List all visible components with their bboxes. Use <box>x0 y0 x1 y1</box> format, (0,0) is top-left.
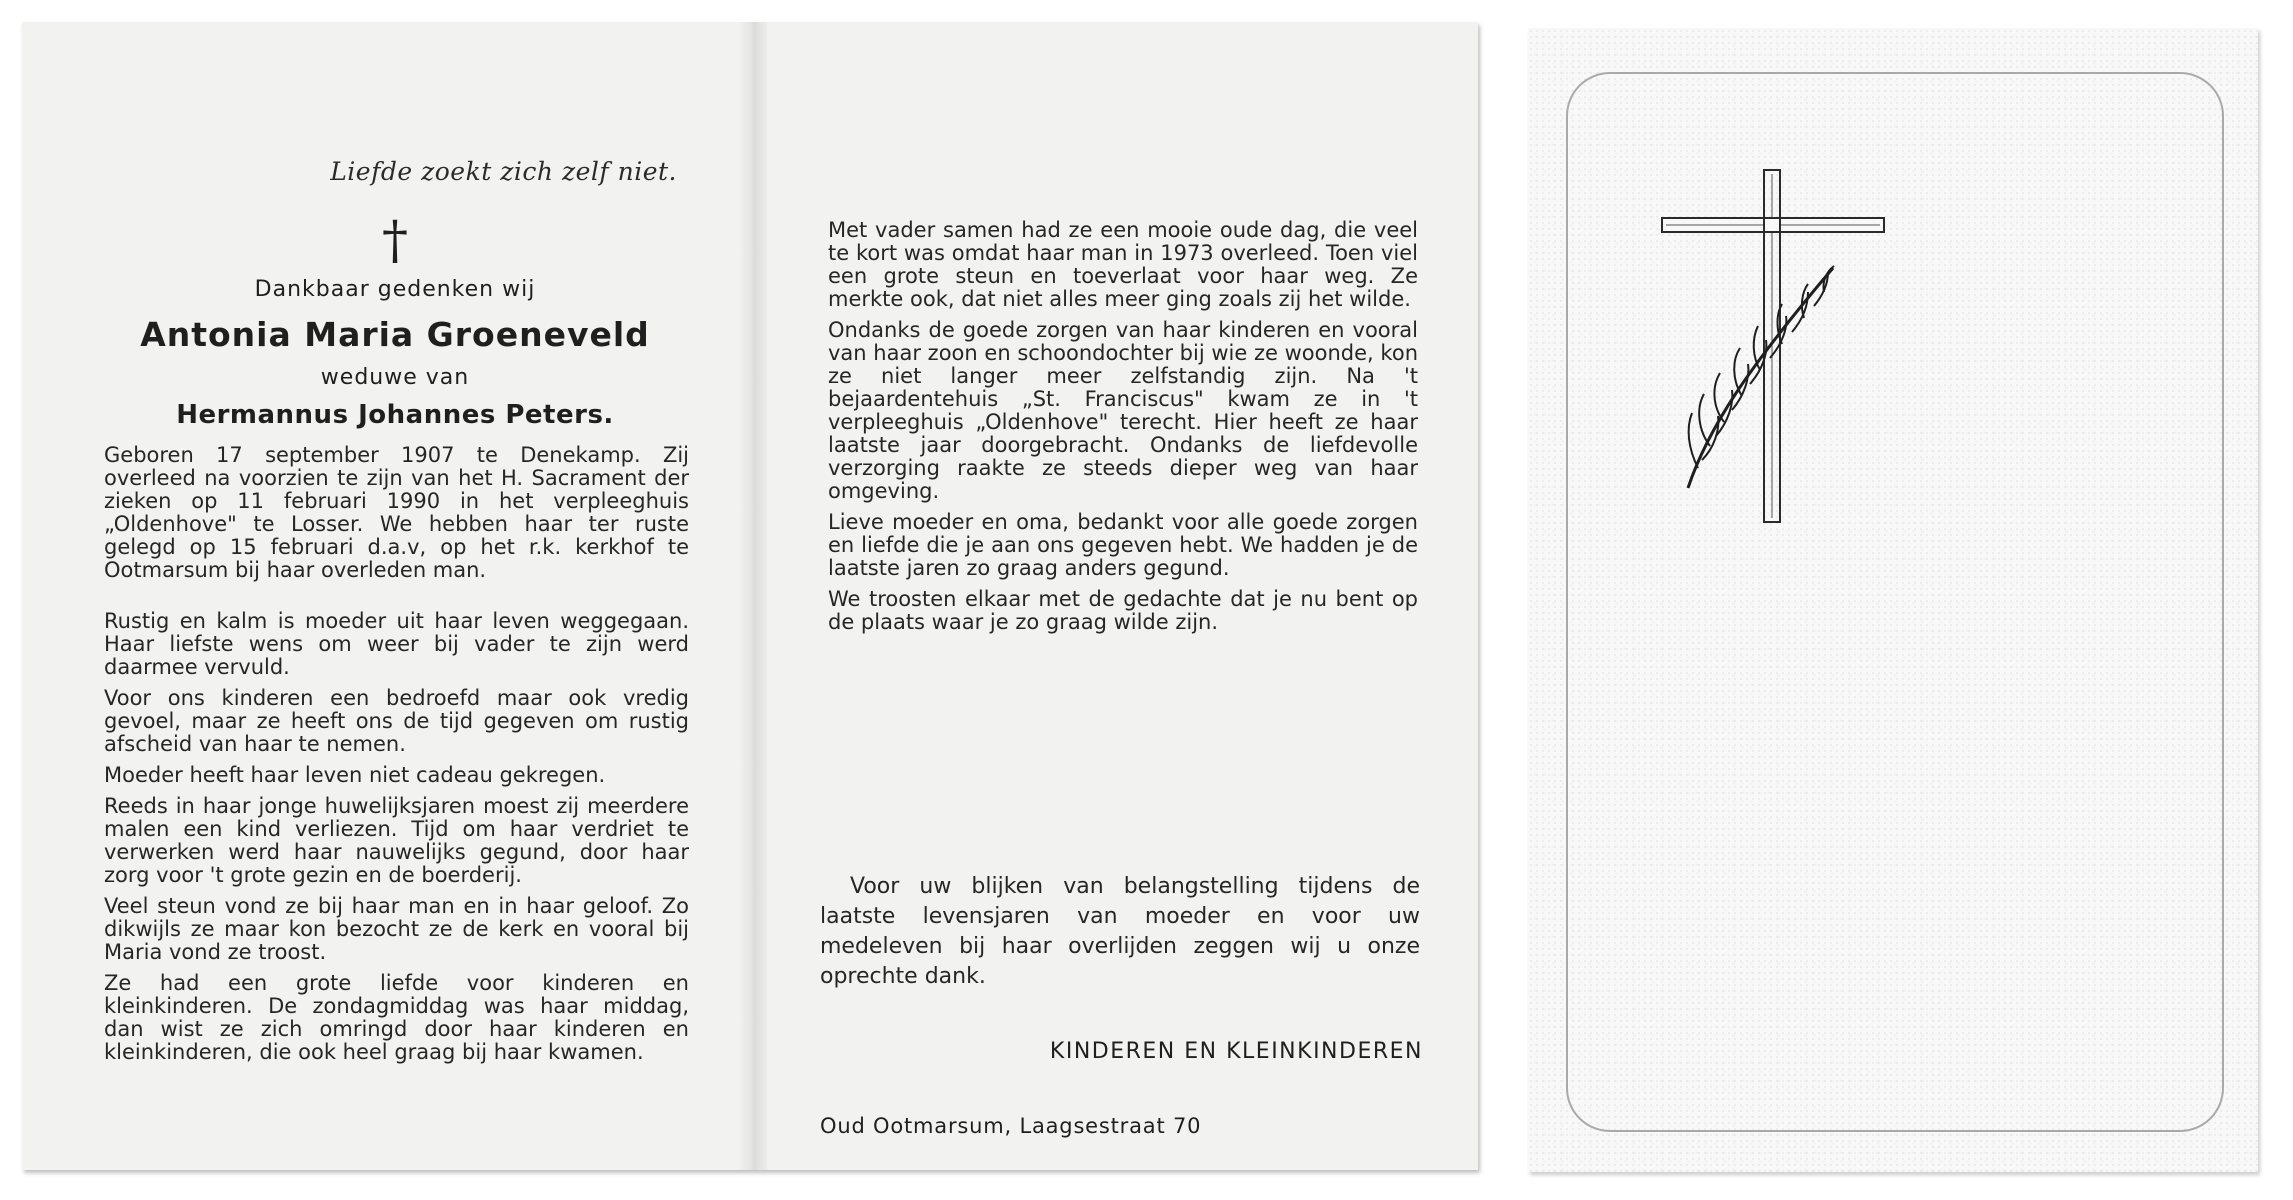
cross-icon: † <box>382 211 408 271</box>
paragraph: Reeds in haar jonge huwelijksjaren moest zij meerdere malen een kind verliezen. Tijd om haar verdriet te verwerken werd haar nauwelijks gegund, door haar zorg voor 't grote gezin en de boerderij. <box>104 794 689 887</box>
paragraph: Voor ons kinderen een bedroefd maar ook vredig gevoel, maar ze heeft ons de tijd gegeven om rustig afscheid van haar te nemen. <box>104 686 689 756</box>
paragraph: Rustig en kalm is moeder uit haar leven weggegaan. Haar liefste wens om weer bij vader te zijn werd daarmee vervuld. <box>104 609 689 679</box>
paragraph: Met vader samen had ze een mooie oude dag, die veel te kort was omdat haar man in 1973 overleed. Toen viel een grote steun en toeverlaat voor haar weg. Ze merkte ook, dat niet alles meer ging zoals zij het wilde. <box>828 218 1418 311</box>
widow-of-text: weduwe van <box>320 365 470 390</box>
paragraph: Lieve moeder en oma, bedankt voor alle goede zorgen en liefde die je aan ons gegeven hebt. We hadden je de laatste jaren zo graag anders gegund. <box>828 510 1418 580</box>
center-fold <box>739 22 767 1170</box>
motto: Liefde zoekt zich zelf niet. <box>330 157 677 186</box>
left-page <box>22 22 740 1170</box>
thanks-content: Voor uw blijken van belangstelling tijdens de laatste levensjaren van moeder en voor uw medeleven bij haar overlijden zeggen wij u onze oprechte dank. <box>820 874 1420 989</box>
deceased-name: Antonia Maria Groeneveld <box>140 315 650 354</box>
front-card <box>1528 28 2258 1172</box>
paragraph: Ondanks de goede zorgen van haar kinderen en vooral van haar zoon en schoondochter bij wie ze woonde, kon ze niet langer meer zelfstandig zijn. Na 't bejaardentehuis „St. Franciscus" kwam ze in 't verpleeghuis „Oldenhove" terecht. Hier heeft ze haar laatste jaar doorgebracht. Ondanks de liefdevolle verzorging raakte ze steeds dieper weg van haar omgeving. <box>828 318 1418 503</box>
paragraph: Moeder heeft haar leven niet cadeau gekregen. <box>104 763 606 787</box>
paragraph-birth-death: Geboren 17 september 1907 te Denekamp. Zij overleed na voorzien te zijn van het H. Sacrament der zieken op 11 februari 1990 in het verpleeghuis „Oldenhove" te Losser. We hebben haar ter ruste gelegd op 15 februari d.a.v, op het r.k. kerkhof te Ootmarsum bij haar overleden man. <box>104 443 689 582</box>
paragraph: Veel steun vond ze bij haar man en in haar geloof. Zo dikwijls ze maar kon bezocht ze de kerk en vooral bij Maria vond ze troost. <box>104 894 689 964</box>
left-body-text <box>104 444 689 1072</box>
intro-text: Dankbaar gedenken wij <box>254 277 536 302</box>
signature: KINDEREN EN KLEINKINDEREN <box>1049 1039 1423 1064</box>
paragraph: Ze had een grote liefde voor kinderen en kleinkinderen. De zondagmiddag was haar middag, dan wist ze zich omringd door haar kinderen en kleinkinderen, die ook heel graag bij haar kwamen. <box>104 971 689 1064</box>
right-body-text <box>828 219 1418 642</box>
thanks-text <box>820 872 1420 992</box>
paragraph: We troosten elkaar met de gedachte dat je nu bent op de plaats waar je zo graag wilde zijn. <box>828 587 1418 634</box>
right-page <box>768 22 1478 1170</box>
husband-name: Hermannus Johannes Peters. <box>176 400 614 430</box>
family-address: Oud Ootmarsum, Laagsestraat 70 <box>820 1114 1202 1138</box>
cross-with-palm-icon <box>1658 168 1888 528</box>
